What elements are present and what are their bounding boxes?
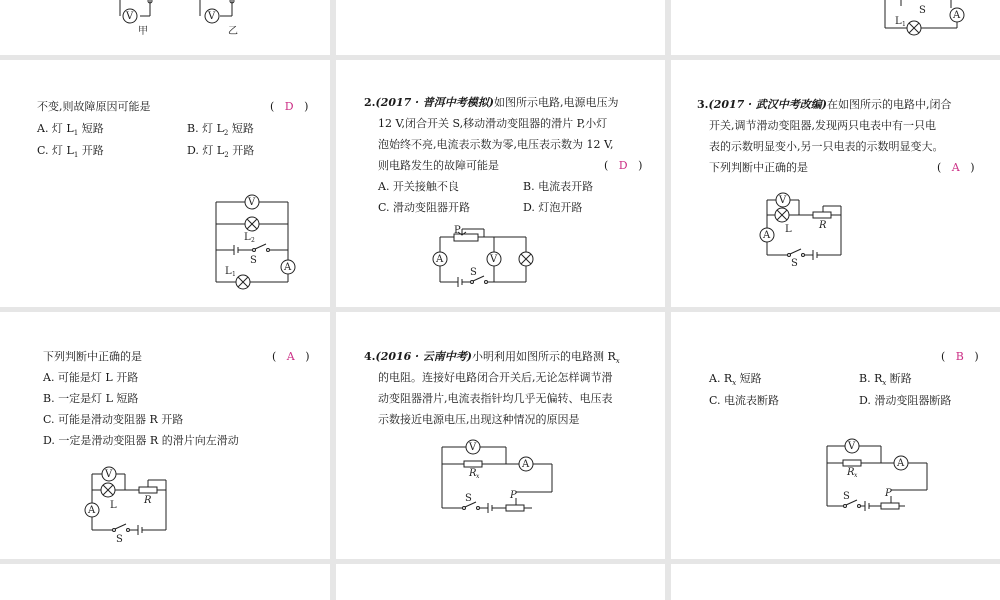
q4-option-b: B. $R_x$ 断路: [859, 372, 912, 388]
svg-text:V: V: [208, 11, 216, 22]
q2-line-2: 12 V,闭合开关 S,移动滑动变阻器的滑片 P,小灯: [378, 117, 608, 130]
q1-answer: ( D ): [270, 100, 309, 113]
q3-line-4: 下列判断中正确的是: [709, 161, 808, 174]
svg-text:P: P: [510, 490, 517, 501]
q4-line-1: 4.(2016 · 云南中考)小明利用如图所示的电路测 $R_x$: [364, 350, 620, 366]
q3c-option-d: D. 一定是滑动变阻器 R 的滑片向左滑动: [43, 434, 239, 447]
svg-text:x: x: [854, 472, 858, 479]
svg-text:P: P: [454, 225, 461, 236]
q4-option-c: C. 电流表断路: [709, 394, 780, 407]
q2-option-c: C. 滑动变阻器开路: [378, 201, 471, 214]
q3c-option-c: C. 可能是滑动变阻器 R 开路: [43, 413, 184, 426]
q3c-circuit-diagram: [0, 312, 330, 559]
q4-line-3: 动变阻器滑片,电流表指针均几乎无偏转、电压表: [378, 392, 613, 405]
q2-line-4: 则电路发生的故障可能是: [378, 159, 499, 172]
panel-q2: [336, 60, 665, 307]
q3-line-2: 开关,调节滑动变阻器,发现两只电表中有一只电: [709, 119, 936, 132]
panel-q1: [0, 60, 330, 307]
svg-text:1: 1: [902, 21, 906, 28]
q3-line-3: 表的示数明显变小,另一只电表的示数明显变大。: [709, 140, 944, 153]
panel-q4-answer: [671, 312, 1000, 559]
svg-text:V: V: [469, 442, 477, 453]
panel-top-right: [671, 0, 1000, 55]
svg-text:L: L: [225, 266, 232, 277]
q2-option-a: A. 开关接触不良: [378, 180, 459, 193]
panel-q4: [336, 312, 665, 559]
svg-text:S: S: [470, 267, 477, 278]
q1-circuit-diagram: [0, 60, 330, 307]
q4-line-4: 示数接近电源电压,出现这种情况的原因是: [378, 413, 580, 426]
q3c-lead: 下列判断中正确的是: [43, 350, 142, 363]
svg-text:1: 1: [232, 271, 236, 278]
q1-option-c: C. 灯 $L_1$ 开路: [37, 144, 104, 160]
q3-answer: ( A ): [937, 161, 975, 174]
svg-text:A: A: [897, 458, 905, 469]
svg-text:A: A: [953, 10, 961, 21]
q2-circuit-diagram: [336, 60, 665, 307]
panel-q3: [671, 60, 1000, 307]
q1-option-d: D. 灯 $L_2$ 开路: [187, 144, 255, 160]
svg-text:V: V: [490, 254, 498, 265]
svg-text:R: R: [144, 495, 152, 506]
q4-answer-circuit-diagram: [671, 312, 1000, 559]
svg-text:L: L: [244, 232, 251, 243]
q2-answer: ( D ): [604, 159, 643, 172]
svg-text:L: L: [110, 500, 117, 511]
svg-text:R: R: [819, 220, 827, 231]
svg-text:V: V: [848, 441, 856, 452]
svg-text:L: L: [895, 16, 902, 27]
svg-text:A: A: [763, 230, 771, 241]
q3c-option-b: B. 一定是灯 L 短路: [43, 392, 139, 405]
q3-line-1: 3.(2017 · 武汉中考改编)在如图所示的电路中,闭合: [697, 98, 952, 111]
svg-text:V: V: [248, 197, 256, 208]
q4-circuit-diagram: [336, 312, 665, 559]
svg-text:x: x: [476, 473, 480, 480]
svg-text:A: A: [88, 505, 96, 516]
label-jia: 甲: [138, 26, 148, 37]
q4-option-a: A. $R_x$ 短路: [709, 372, 762, 388]
svg-text:S: S: [116, 534, 123, 545]
label-yi: 乙: [228, 26, 238, 37]
q4-line-2: 的电阻。连接好电路闭合开关后,无论怎样调节滑: [378, 371, 613, 384]
q2-option-b: B. 电流表开路: [523, 180, 594, 193]
q4-answer: ( B ): [941, 350, 979, 363]
svg-text:S: S: [250, 255, 257, 266]
svg-text:S: S: [843, 491, 850, 502]
q2-line-3: 泡始终不亮,电流表示数为零,电压表示数为 12 V,: [378, 138, 614, 151]
q4-option-d: D. 滑动变阻器断路: [859, 394, 952, 407]
svg-text:S: S: [919, 5, 926, 16]
q3c-option-a: A. 可能是灯 L 开路: [43, 371, 139, 384]
q2-option-d: D. 灯泡开路: [523, 201, 583, 214]
panel-top-left: [0, 0, 330, 55]
svg-text:A: A: [522, 459, 530, 470]
panel-bottom-right: [671, 564, 1000, 600]
circuit-jia-yi: [0, 0, 330, 55]
svg-text:A: A: [284, 262, 292, 273]
q3c-answer: ( A ): [272, 350, 310, 363]
svg-text:R: R: [847, 467, 855, 478]
svg-text:S: S: [791, 258, 798, 269]
q2-line-1: 2.(2017 · 普洱中考模拟)如图所示电路,电源电压为: [364, 96, 619, 109]
panel-q3-cont: [0, 312, 330, 559]
svg-text:P: P: [885, 488, 892, 499]
circuit-top-right: [671, 0, 1000, 55]
svg-text:L: L: [785, 224, 792, 235]
svg-text:A: A: [436, 254, 444, 265]
q1-option-b: B. 灯 $L_2$ 短路: [187, 122, 254, 138]
svg-text:V: V: [105, 469, 113, 480]
q3-circuit-diagram: [671, 60, 1000, 307]
panel-bottom-left: [0, 564, 330, 600]
q1-option-a: A. 灯 $L_1$ 短路: [37, 122, 104, 138]
q1-lead: 不变,则故障原因可能是: [37, 100, 151, 113]
svg-text:R: R: [469, 468, 477, 479]
panel-top-middle: [336, 0, 665, 55]
panel-bottom-middle: [336, 564, 665, 600]
svg-text:2: 2: [251, 237, 255, 244]
svg-text:S: S: [465, 493, 472, 504]
svg-text:V: V: [779, 195, 787, 206]
svg-text:V: V: [126, 11, 134, 22]
